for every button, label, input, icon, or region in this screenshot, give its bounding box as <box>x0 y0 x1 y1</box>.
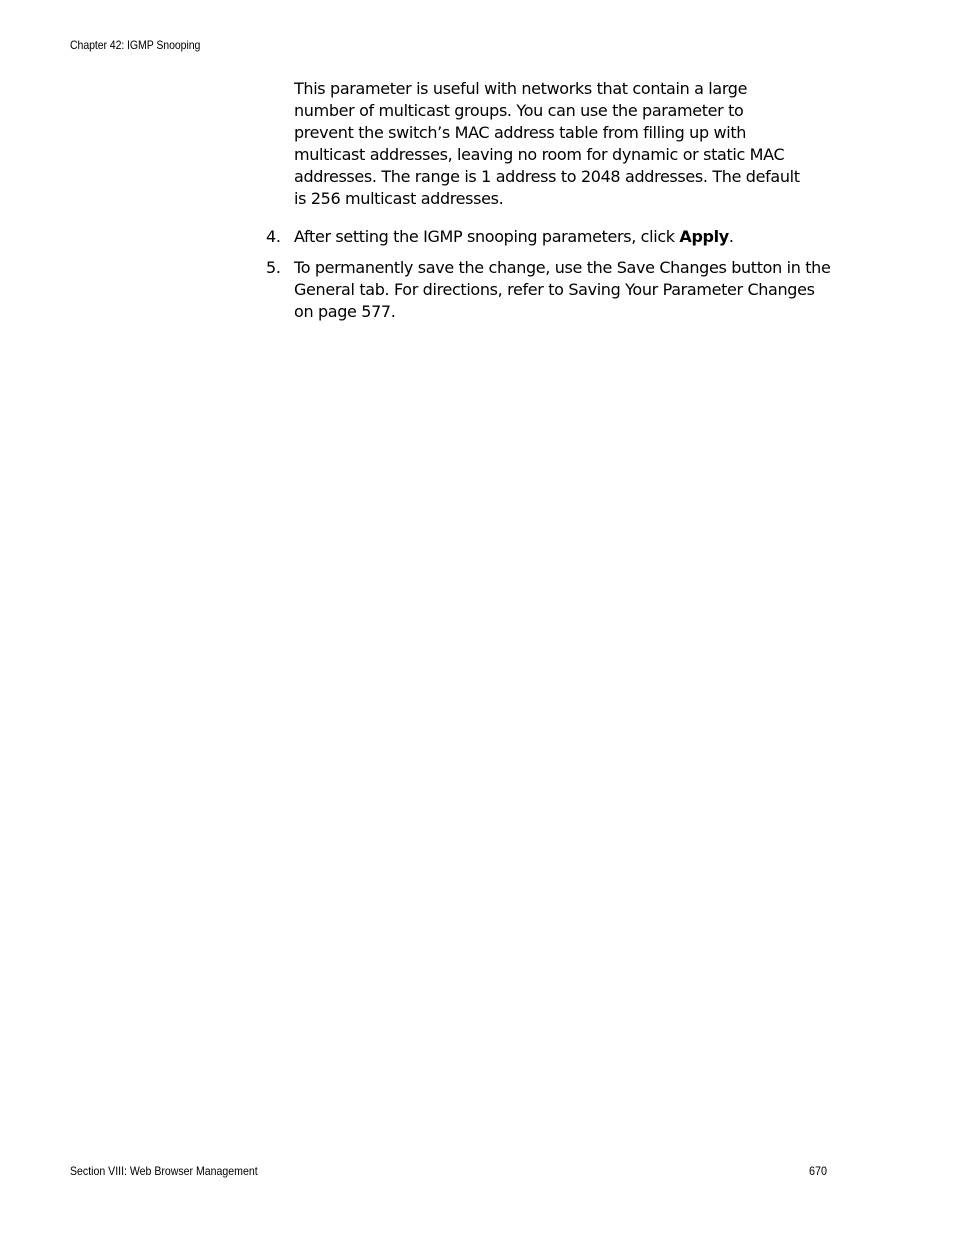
page-number: 670 <box>809 1164 828 1178</box>
step-item-5 <box>266 257 834 323</box>
body-content <box>266 78 834 332</box>
step-text <box>294 227 734 246</box>
apply-emphasis: Apply <box>679 227 729 246</box>
step-item-4 <box>266 226 834 248</box>
step-number: 4. <box>266 227 281 246</box>
footer-section: Section VIII: Web Browser Management <box>70 1164 258 1178</box>
step-text-after: . <box>728 227 734 246</box>
intro-paragraph: This parameter is useful with networks that contain a large number of multicast groups. You can use the parameter to prevent the switch’s MAC address table from filling up with multicast addresses, leaving no room for dynamic or static MAC addresses. The range is 1 address to 2048 addresses. The default is 256 multicast addresses. <box>294 79 800 208</box>
step-text-before: After setting the IGMP snooping parameters, click <box>294 227 680 246</box>
running-header: Chapter 42: IGMP Snooping <box>70 38 201 52</box>
step-number: 5. <box>266 258 281 277</box>
step-text: To permanently save the change, use the Save Changes button in the General tab. For directions, refer to Saving Your Parameter Changes on page 577. <box>294 258 831 321</box>
step-list <box>266 226 834 323</box>
